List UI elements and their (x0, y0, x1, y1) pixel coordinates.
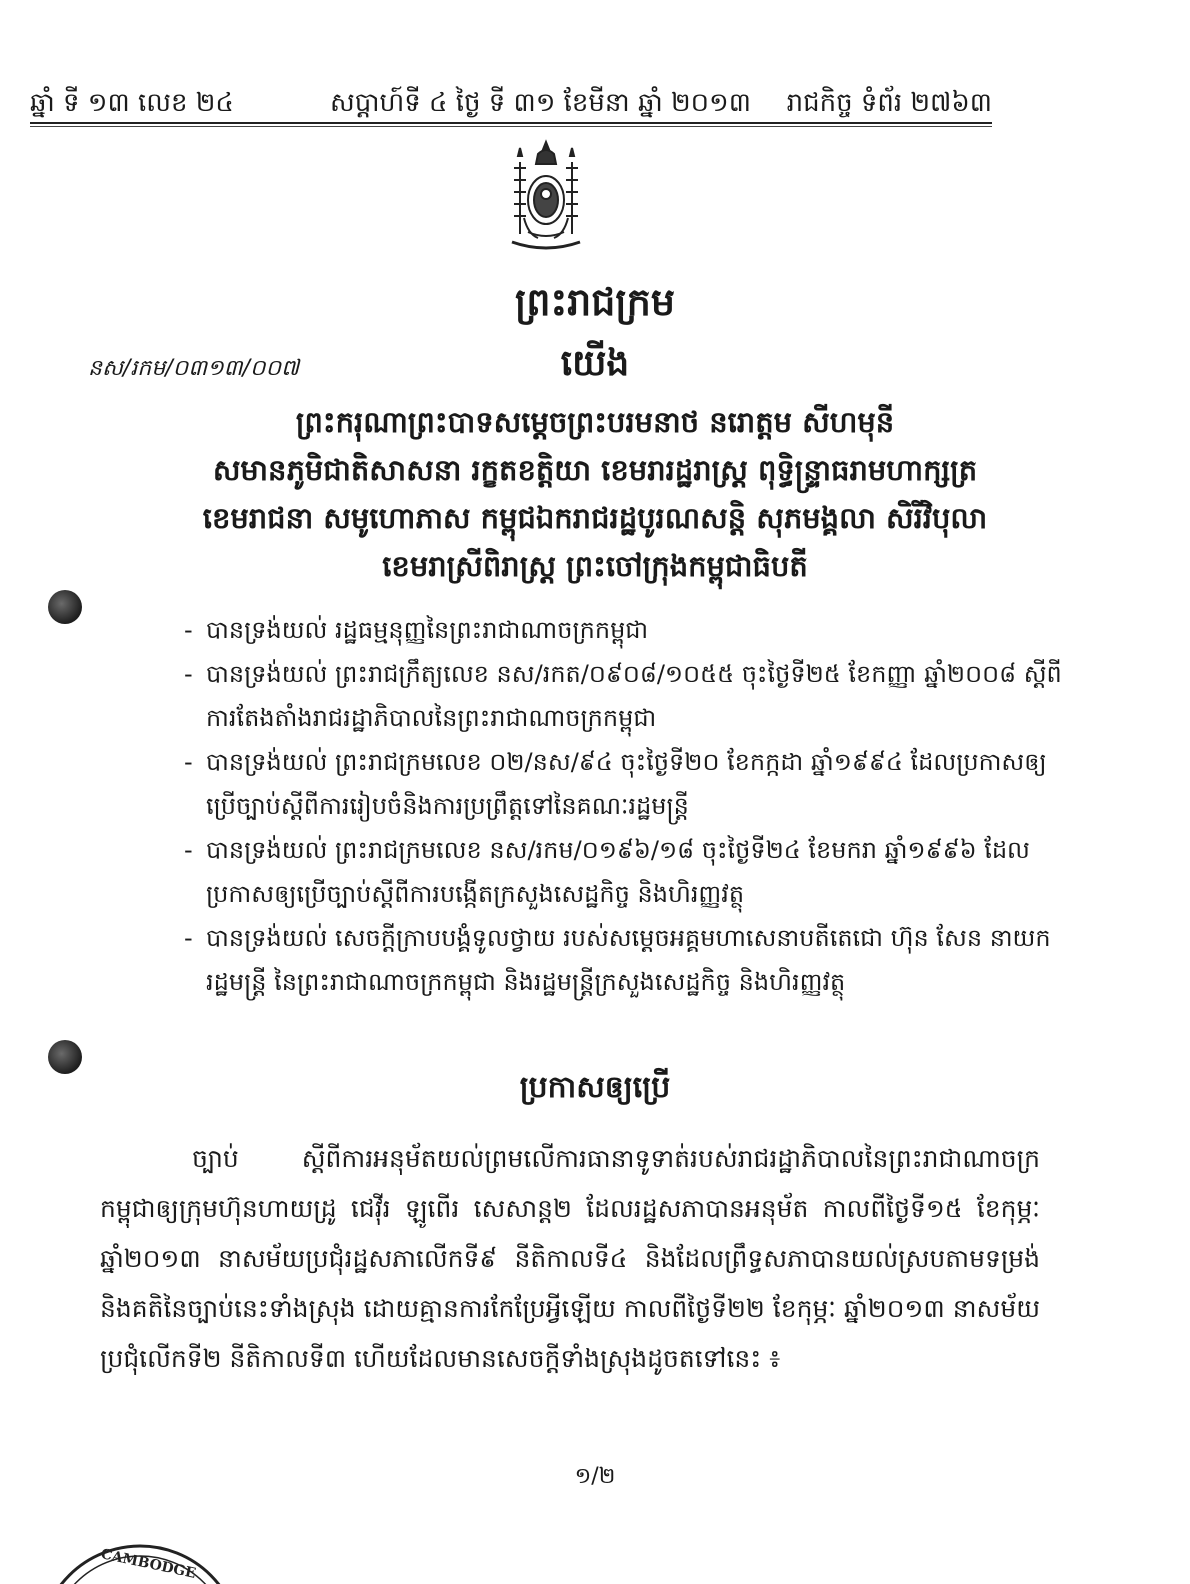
consideration-text: បានទ្រង់យល់ ព្រះរាជក្រឹត្យលេខ នស/រកត/០៩០៨/១០៥៥ ចុះថ្ងៃទី២៥ ខែកញ្ញា ឆ្នាំ២០០៨ ស្តីពីការតែងតាំងរាជរដ្ឋាភិបាលនៃព្រះរាជាណាចក្រកម្ពុជា (206, 660, 1062, 732)
page-number: ១/២ (574, 1464, 616, 1489)
consideration-item (184, 740, 1064, 828)
decree-we: យើង (560, 343, 630, 384)
considerations-list (184, 608, 1064, 1004)
header-divider-thin (30, 126, 992, 127)
consideration-item (184, 652, 1064, 740)
decree-title: ព្រះរាជក្រម (515, 280, 675, 324)
consideration-text: បានទ្រង់យល់ ព្រះរាជក្រមលេខ ០២/នស/៩៤ ចុះថ្ងៃទី២០ ខែកក្កដា ឆ្នាំ១៩៩៤ ដែលប្រកាសឲ្យប្រើច្បាប់ស្តីពីការរៀបចំនិងការប្រព្រឹត្តទៅនៃគណៈរដ្ឋមន្ត្រី (206, 748, 1047, 820)
consideration-item (184, 916, 1064, 1004)
king-title-line: ខេមរាជនា សមូហោភាស កម្ពុជឯករាជរដ្ឋបូរណសន្តិ សុភមង្គលា សិរីវិបុលា (202, 501, 988, 535)
list-dash: - (184, 924, 193, 952)
list-dash: - (184, 748, 193, 776)
list-dash: - (184, 836, 193, 864)
header-date: សប្តាហ៍ទី ៤ ថ្ងៃ ទី ៣១ ខែមីនា ឆ្នាំ ២០១៣ (330, 88, 751, 118)
consideration-text: បានទ្រង់យល់ រដ្ឋធម្មនុញ្ញនៃព្រះរាជាណាចក្រកម្ពុជា (206, 616, 649, 644)
header-year-issue: ឆ្នាំ ទី ១៣ លេខ ២៤ (30, 88, 234, 118)
list-dash: - (184, 660, 193, 688)
consideration-text: បានទ្រង់យល់ ព្រះរាជក្រមលេខ នស/រកម/០១៩៦/១៨ ចុះថ្ងៃទី២៤ ខែមករា ឆ្នាំ១៩៩៦ ដែលប្រកាសឲ្យប្រើច្បាប់ស្តីពីការបង្កើតក្រសួងសេដ្ឋកិច្ច និងហិរញ្ញវត្ថុ (206, 836, 1030, 908)
king-title-line: ព្រះករុណាព្រះបាទសម្តេចព្រះបរមនាថ នរោត្តម សីហមុនី (295, 405, 895, 439)
proclamation-body: ច្បាប់ ស្តីពីការអនុម័តយល់ព្រមលើការធានាទូទាត់របស់រាជរដ្ឋាភិបាលនៃព្រះរាជាណាចក្រកម្ពុជាឲ្យក្រុមហ៊ុនហាយដ្រូ ជេវ៉ីរ ឡូពើរ សេសាន្ត២ ដែលរដ្ឋសភាបានអនុម័ត កាលពីថ្ងៃទី១៥ ខែកុម្ភៈ ឆ្នាំ២០១៣ នាសម័យប្រជុំរដ្ឋសភាលើកទី៩ នីតិកាលទី៤ និងដែលព្រឹទ្ធសភាបានយល់ស្របតាមទម្រង់ និងគតិនៃច្បាប់នេះទាំងស្រុង ដោយគ្មានការកែប្រែអ្វីឡើយ កាលពីថ្ងៃទី២២ ខែកុម្ភៈ ឆ្នាំ២០១៣ នាសម័យប្រជុំលើកទី២ នីតិកាលទី៣ ហើយដែលមានសេចក្តីទាំងស្រុងដូចតទៅនេះ ៖ (100, 1144, 1040, 1373)
king-title-line: សមានភូមិជាតិសាសនា រក្ខតខត្តិយា ខេមរារដ្ឋរាស្ត្រ ពុទ្ធិន្ទ្រាធរាមហាក្សត្រ (212, 453, 978, 487)
royal-arms-emblem-icon (498, 138, 594, 256)
gazette-header (30, 80, 992, 124)
king-title-line: ខេមរាស្រីពិរាស្ត្រ ព្រះចៅក្រុងកម្ពុជាធិបតី (382, 549, 808, 583)
decree-reference-number: នស/រកម/០៣១៣/០០៧ (88, 356, 300, 381)
list-dash: - (184, 616, 193, 644)
punch-hole (48, 590, 82, 624)
consideration-text: បានទ្រង់យល់ សេចក្តីក្រាបបង្គំទូលថ្វាយ របស់សម្តេចអគ្គមហាសេនាបតីតេជោ ហ៊ុន សែន នាយករដ្ឋមន្ត្រី នៃព្រះរាជាណាចក្រកម្ពុជា និងរដ្ឋមន្ត្រីក្រសួងសេដ្ឋកិច្ច និងហិរញ្ញវត្ថុ (206, 924, 1051, 996)
proclamation-title: ប្រកាសឲ្យប្រើ (519, 1070, 671, 1105)
header-page: រាជកិច្ច ទំព័រ ២៧៦៣ (786, 88, 992, 118)
king-title-block (90, 398, 1100, 590)
consideration-item (184, 608, 1064, 652)
consideration-item (184, 828, 1064, 916)
stamp-text: CAMBODGE (99, 1546, 198, 1582)
header-divider (30, 122, 992, 124)
